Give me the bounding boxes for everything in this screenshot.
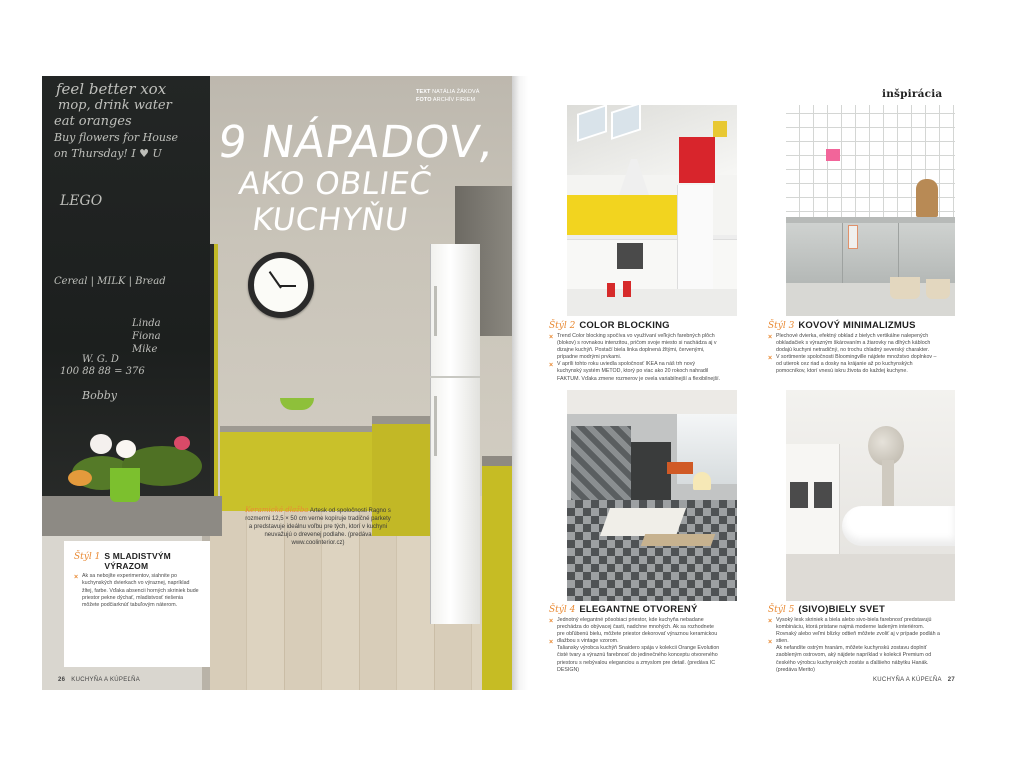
chalk-note: Cereal | MILK | Bread: [54, 276, 166, 287]
chalk-note: LEGO: [60, 193, 103, 209]
basket: [890, 277, 920, 299]
chalk-note: eat oranges: [54, 114, 132, 129]
photo-elegant-open-kitchen: [567, 390, 737, 601]
right-footer: [873, 677, 955, 683]
rounded-island: [842, 506, 955, 546]
x-bullet-icon: ×: [549, 334, 554, 341]
tea-towel: [848, 225, 858, 249]
article-title: S MLADISTVÝM VÝRAZOM: [104, 551, 171, 571]
style-5-article: [768, 604, 940, 674]
photo-color-blocking-kitchen: [567, 105, 737, 316]
style-label: Štýl 5: [768, 605, 795, 615]
clock-minute-hand: [280, 285, 296, 287]
floor: [567, 289, 737, 316]
headline-line-1: 9 NÁPADOV,: [214, 117, 498, 168]
chalk-note: feel better xox: [56, 80, 167, 98]
article-title: KOVOVÝ MINIMALIZMUS: [798, 320, 916, 331]
left-footer: [58, 677, 140, 683]
style-label: Štýl 4: [549, 605, 576, 615]
style-label: Štýl 2: [549, 321, 576, 331]
yellow-backsplash: [567, 195, 679, 235]
chalk-note: Fiona: [132, 331, 161, 342]
section-header: inšpirácia: [882, 88, 943, 100]
yellow-kitchen-cabinets: [220, 426, 380, 511]
article-body-paragraph: Taliansky výrobca kuchýň Snaidero spája v kolekcii Orange Evolution čisté tvary a výraznú farebnosť do jedinečného konceptu otvoreného priestoru s nebývalou eleganciou a zmyslom pre detail. (predáva IC DESIGN): [557, 645, 720, 673]
steel-cabinets: [786, 223, 955, 283]
green-mug: [110, 468, 140, 502]
chalk-note: Mike: [132, 344, 158, 355]
chalk-note: W. G. D: [82, 354, 119, 365]
caption-body: Artesk od spoločnosti Ragno s rozmermi 12,5 × 50 cm verne kopíruje tradičné parkety a predstavuje ideálnu voľbu pre tých, ktorí v kuchyni neuvažujú o drevenej podlahe. (predáva www.coolinterior.cz): [245, 508, 391, 546]
style-label: Štýl 1: [74, 552, 101, 562]
style-1-article: [64, 541, 210, 667]
magazine-name: KUCHYŇA A KÚPEĽŇA: [873, 677, 942, 683]
style-2-article: [549, 320, 721, 383]
patterned-tile-wall: [571, 426, 631, 506]
article-body-paragraph: Ak nefandíte ostrým hranám, môžete kuchynskú zostavu doplniť zaobleným ostrovom, aký nájdete napríklad v kolekcii Premium od českého výrobcu kuchynských zostáv a ďalšieho nábytku Hanák. (predáva Merito): [776, 645, 932, 673]
text-credit-label: TEXT: [416, 89, 431, 95]
orange-flower: [68, 470, 92, 486]
article-body-paragraph: V apríli tohto roku uviedla spoločnosť IKEA na náš trh nový kuchynský systém METOD, ktorý po viac ako 20 rokoch nahradil FAKTUM. Vďaka zmene rozmerov je ovela variabilnejší a flexibilnejší.: [557, 361, 721, 382]
chalk-note: on Thursday! I ♥ U: [54, 147, 162, 160]
article-body-paragraph: Plechové dvierka, efektný obklad z bielych vertikálne nalepených obkladačiek s výrazným škárovaním a žiarovky na dlhých kábloch dodajú kuchyni netradičný, no trochu chladný severský charakter.: [776, 333, 931, 354]
headline-line-2: AKO OBLIEČ KUCHYŇU: [236, 166, 435, 238]
chalk-note: 100 88 88 = 376: [60, 366, 145, 377]
white-flower: [90, 434, 112, 454]
basket: [926, 279, 950, 299]
chalk-note: Linda: [132, 318, 161, 329]
white-flower: [116, 440, 136, 458]
chalk-note: Bobby: [82, 389, 118, 402]
style-4-article: [549, 604, 721, 674]
tile-caption: [244, 506, 392, 547]
wooden-table: [641, 534, 715, 546]
magazine-name: KUCHYŇA A KÚPEĽŇA: [71, 677, 141, 683]
tall-cabinet: [677, 185, 713, 289]
page-number: 27: [947, 677, 956, 683]
x-bullet-icon: ×: [768, 618, 773, 625]
floor: [786, 554, 955, 601]
x-bullet-icon: ×: [74, 574, 79, 581]
pink-shelf: [826, 149, 840, 161]
style-label: Štýl 3: [768, 321, 795, 331]
x-bullet-icon: ×: [549, 362, 554, 369]
page-number: 26: [58, 677, 66, 683]
ceiling: [567, 390, 737, 414]
chalk-note: mop, drink water: [58, 98, 172, 113]
orange-sofa: [667, 462, 693, 474]
x-bullet-icon: ×: [549, 618, 554, 625]
credits: [416, 88, 480, 104]
white-fridge: [430, 244, 480, 624]
style-3-article: [768, 320, 940, 376]
oven: [617, 243, 643, 269]
pendant-lamp: [693, 472, 711, 490]
article-body: Ak sa nebojíte experimentov, siahnite po kuchynských dvierkach vo výraznej, napríklad žltej, farbe. Vďaka absencii horných skriniek bude priestor pekne dýchať, mladistvosť riešenia môžete podčiarknúť tabuľovým náterom.: [82, 573, 199, 609]
red-chair: [623, 281, 631, 297]
page-headline: [168, 117, 505, 238]
chalk-note: Buy flowers for House: [54, 131, 179, 144]
article-body-paragraph: Vysoký lesk skriniek a biela alebo sivo-biela farebnosť predstavujú kombináciu, ktorá pristane najmä moderne ladeným interiérom. Rovnaký alebo veľmi blízky odtieň môžete zvoliť aj v prípade podláh a stien.: [776, 617, 940, 645]
article-body-paragraph: Jednotný elegantné pôsobiaci priestor, kde kuchyňa nebadane prechádza do obývacej časti, nadchne mnohých. Ak sa rozhodnete pre obľúbenú bielu, môžete priestor dekorovať výraznou keramickou dlažbou s vintage vzorom.: [557, 617, 718, 645]
red-chair: [607, 283, 615, 297]
tall-shelving: [631, 442, 671, 502]
fridge-door-gap: [430, 376, 480, 378]
wall-clock: [248, 252, 314, 318]
red-cabinets: [679, 137, 715, 183]
fridge-handle: [434, 286, 437, 336]
cabinet-divider: [842, 223, 843, 283]
flowers-bouquet: [62, 426, 222, 506]
cabinet-divider: [898, 223, 899, 283]
column: [882, 460, 894, 512]
yellow-tall-cabinet: [482, 456, 512, 690]
text-credit-name: NATÁLIA ŽÁKOVÁ: [432, 89, 480, 95]
article-title: (SIVO)BIELY SVET: [798, 604, 885, 615]
photo-white-kitchen: [786, 390, 955, 601]
pink-flower: [174, 436, 190, 450]
photo-metal-kitchen: [786, 105, 955, 316]
article-body-paragraph: V sortimente spoločnosti Bloomingville nájdete množstvo doplnkov – od utierok cez riad a dosky na krájanie až po kuchynských pomocníkov, ktorí vnesú iskru života do každej kuchyne.: [776, 354, 937, 375]
x-bullet-icon: ×: [768, 355, 773, 362]
fridge-handle: [434, 396, 437, 456]
cutting-board: [916, 179, 938, 217]
article-title: ELEGANTNE OTVORENÝ: [579, 604, 698, 615]
white-island: [600, 508, 686, 536]
x-bullet-icon: ×: [768, 639, 773, 646]
article-body-paragraph: Trend Color blocking spočíva vo využívaní veľkých farebných plôch (blokov) s rovnakou intenzitou, pričom svoje miesto si nachádza aj v dizajne kuchýň. Postačí biela linka doplnená žltými, červenými, prípadne modrými prvkami.: [557, 333, 717, 361]
yellow-shelf: [713, 121, 727, 137]
built-in-oven: [814, 482, 832, 508]
magazine-spine: [512, 76, 528, 690]
built-in-oven: [790, 482, 808, 508]
x-bullet-icon: ×: [549, 639, 554, 646]
photo-credit-name: ARCHÍV FIRIEM: [432, 97, 476, 103]
photo-credit-label: FOTO: [416, 97, 432, 103]
caption-title: Keramická dlažba: [245, 506, 309, 514]
x-bullet-icon: ×: [768, 334, 773, 341]
article-title: COLOR BLOCKING: [579, 320, 670, 331]
